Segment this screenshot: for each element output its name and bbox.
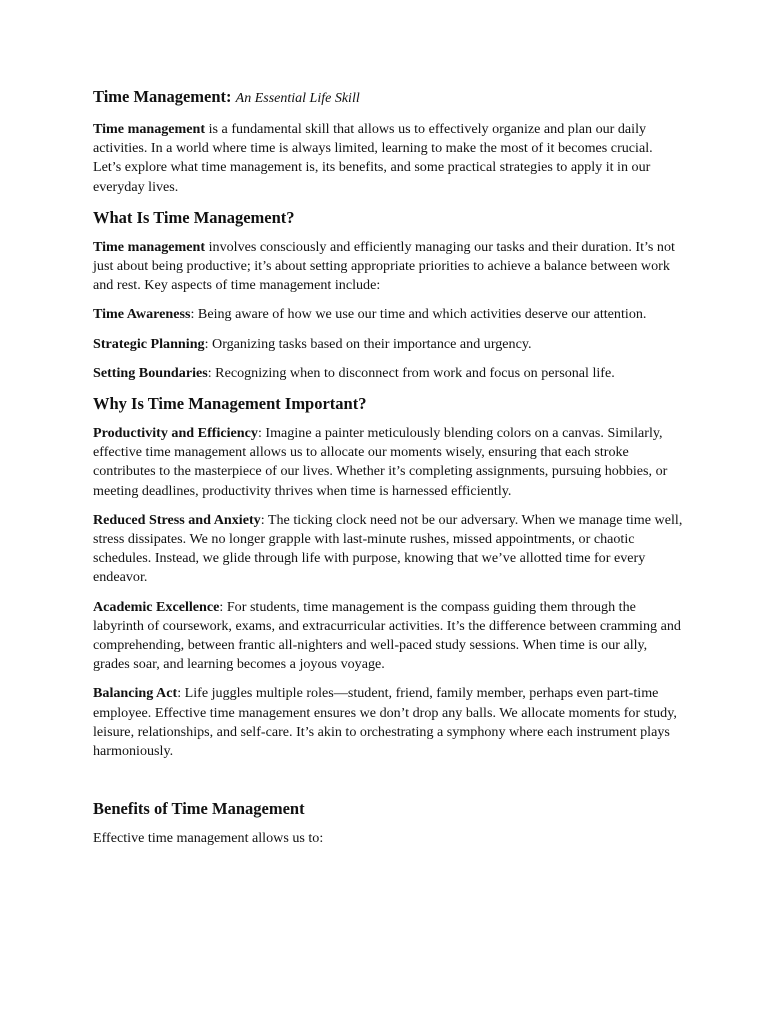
- intro-term: Time management: [93, 121, 206, 137]
- document-title: [93, 86, 683, 110]
- aspect-term: Strategic Planning: [93, 335, 205, 352]
- importance-term: Reduced Stress and Anxiety: [93, 511, 261, 528]
- importance-text: : For students, time management is the compass guiding them through the labyrinth of coursework, exams, and extracurricular activities. It’s the difference between cramming and comprehending, between frantic all-nighters and well-paced study sessions. When time is our ally, grades soar, and learning becomes a joyous voyage.: [93, 598, 681, 673]
- importance-text: : Imagine a painter meticulously blending colors on a canvas. Similarly, effective time management allows us to allocate our moments wisely, ensuring that each stroke contributes to the masterpiece of our lives. Whether it’s completing assignments, pursuing hobbies, or meeting deadlines, productivity thrives when time is harnessed efficiently.: [93, 425, 668, 499]
- aspect-paragraph: [93, 364, 683, 383]
- importance-paragraph: [93, 598, 683, 675]
- section-heading-why: Why Is Time Management Important?: [93, 394, 367, 414]
- section1-intro: [93, 238, 683, 296]
- aspect-paragraph: [93, 305, 683, 324]
- importance-term: Balancing Act: [93, 685, 178, 702]
- document-page: [93, 86, 683, 858]
- importance-text: : Life juggles multiple roles—student, friend, family member, perhaps even part-time employee. Effective time management ensures we don’t drop any balls. We allocate moments for study, leisure, relationships, and self-care. It’s akin to orchestrating a symphony where each instrument plays harmoniously.: [93, 685, 677, 760]
- aspect-paragraph: [93, 335, 683, 354]
- section1-intro-term: Time management: [93, 238, 206, 255]
- importance-paragraph: [93, 511, 683, 588]
- title-subtitle: An Essential Life Skill: [235, 91, 360, 106]
- title-text: Time Management:: [93, 87, 232, 106]
- aspect-text: : Organizing tasks based on their importance and urgency.: [204, 335, 532, 352]
- importance-term: Productivity and Efficiency: [93, 425, 258, 442]
- section-heading-what: What Is Time Management?: [93, 207, 295, 227]
- importance-paragraph: [93, 424, 683, 501]
- intro-paragraph: [93, 120, 683, 197]
- section-spacer: [93, 771, 683, 798]
- importance-text: : The ticking clock need not be our adversary. When we manage time well, stress dissipates. We no longer grapple with last-minute rushes, missed appointments, or chaotic schedules. Instead, we glide through life with purpose, knowing that we’ve allotted time for every endeavor.: [93, 511, 683, 586]
- importance-term: Academic Excellence: [93, 598, 220, 615]
- benefits-intro: Effective time management allows us to:: [93, 830, 324, 847]
- aspect-term: Setting Boundaries: [93, 364, 208, 381]
- aspect-text: : Being aware of how we use our time and which activities deserve our attention.: [190, 306, 647, 323]
- importance-paragraph: [93, 684, 683, 761]
- intro-text: is a fundamental skill that allows us to effectively organize and plan our daily activities. In a world where time is always limited, learning to make the most of it becomes crucial. Let’s explore what time management is, its benefits, and some practical strategies to apply it in our everyday lives.: [93, 121, 653, 195]
- aspect-term: Time Awareness: [93, 306, 191, 323]
- aspect-text: : Recognizing when to disconnect from work and focus on personal life.: [207, 364, 615, 381]
- section-heading-benefits: Benefits of Time Management: [93, 799, 305, 819]
- section1-intro-text: involves consciously and efficiently managing our tasks and their duration. It’s not just about being productive; it’s about setting appropriate priorities to achieve a balance between work and rest. Key aspects of time management include:: [93, 238, 675, 294]
